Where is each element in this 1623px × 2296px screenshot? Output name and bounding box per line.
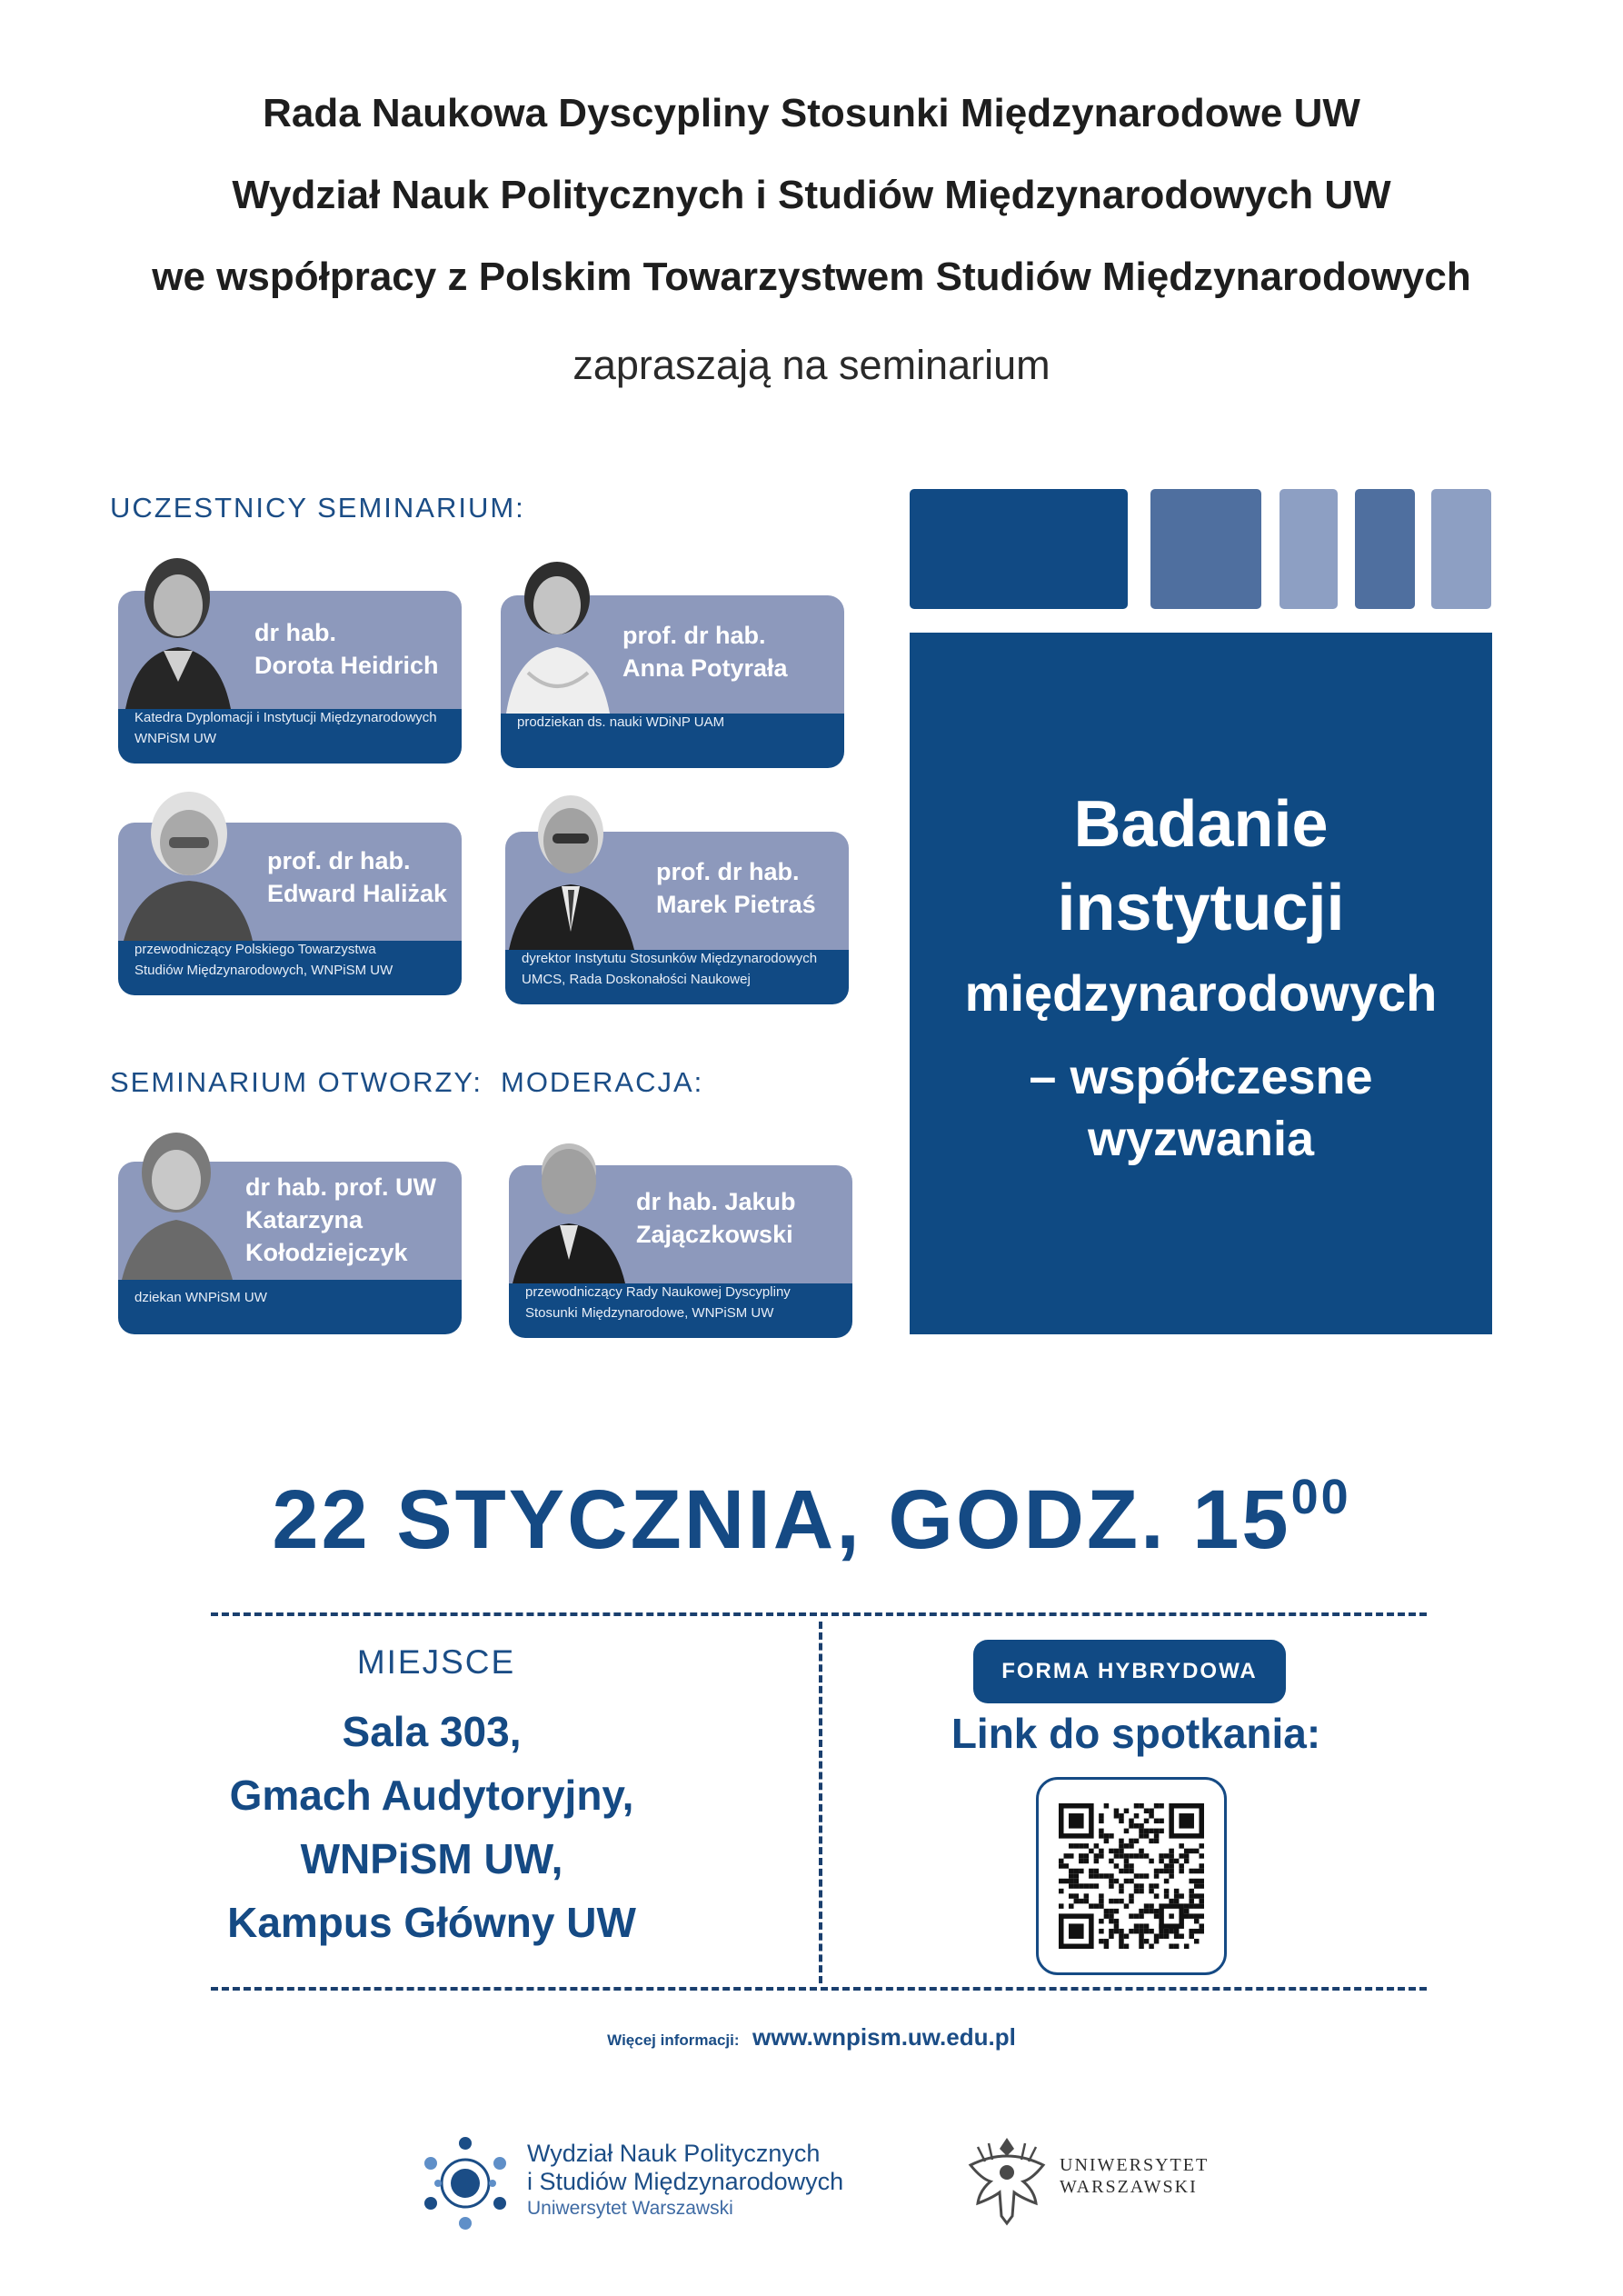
- participants-label: UCZESTNICY SEMINARIUM:: [110, 492, 525, 524]
- wnpism-name-line1: Wydział Nauk Politycznych: [527, 2140, 821, 2167]
- decorative-block: [910, 489, 1128, 609]
- participant-title: dr hab.: [254, 619, 337, 646]
- participant-card-halizak: [118, 823, 462, 995]
- website-link[interactable]: www.wnpism.uw.edu.pl: [752, 2023, 1016, 2051]
- participant-title: prof. dr hab.: [656, 858, 800, 885]
- event-date-main: 22 STYCZNIA, GODZ. 15: [272, 1473, 1291, 1566]
- place-line-1: Sala 303,: [342, 1708, 522, 1755]
- header-line-3: we współpracy z Polskim Towarzystwem Studiów Międzynarodowych: [152, 255, 1471, 299]
- seminar-title-box: [910, 633, 1492, 1334]
- participant-card-pietras: [505, 832, 849, 1004]
- dashed-divider-vertical: [819, 1622, 822, 1983]
- meeting-link-label: Link do spotkania:: [951, 1710, 1321, 1757]
- opening-label: SEMINARIUM OTWORZY:: [110, 1066, 483, 1098]
- more-info-line: [0, 2023, 1623, 2051]
- participant-affiliation: przewodniczący Polskiego Towarzystwa: [134, 942, 376, 957]
- opening-card-kolodziejczyk: [118, 1162, 462, 1334]
- seminar-title-line4: – współczesne: [1029, 1050, 1373, 1104]
- participant-card-heidrich: [118, 591, 462, 764]
- meeting-qr-code[interactable]: [1036, 1777, 1227, 1975]
- uw-name-line2: WARSZAWSKI: [1060, 2177, 1198, 2197]
- dashed-divider-bottom: [211, 1987, 1427, 1991]
- moderator-affiliation: przewodniczący Rady Naukowej Dyscypliny: [525, 1284, 791, 1300]
- event-date: [0, 1472, 1623, 1568]
- place-line-2: Gmach Audytoryjny,: [229, 1772, 634, 1819]
- participant-affiliation: prodziekan ds. nauki WDiNP UAM: [517, 714, 725, 730]
- participant-name: Anna Potyrała: [622, 654, 788, 682]
- seminar-title-line2: instytucji: [1057, 872, 1345, 944]
- qr-code-icon: [1059, 1803, 1204, 1949]
- place-line-3: WNPiSM UW,: [300, 1835, 563, 1882]
- opening-last-name: Kołodziejczyk: [245, 1239, 408, 1266]
- seminar-title-line1: Badanie: [1073, 788, 1329, 861]
- portrait-photo: [118, 1120, 236, 1280]
- participant-affiliation: WNPiSM UW: [134, 731, 216, 746]
- dashed-divider-top: [211, 1612, 1427, 1616]
- wnpism-name-line2: i Studiów Międzynarodowych: [527, 2168, 844, 2195]
- participant-affiliation: UMCS, Rada Doskonałości Naukowej: [522, 972, 751, 987]
- decorative-block: [1355, 489, 1415, 609]
- uw-eagle-emblem-icon: [961, 2129, 1052, 2229]
- place-line-4: Kampus Główny UW: [227, 1899, 636, 1946]
- opening-title: dr hab. prof. UW: [245, 1173, 436, 1201]
- portrait-photo: [501, 545, 614, 714]
- portrait-photo: [118, 545, 236, 709]
- portrait-photo: [505, 777, 637, 950]
- header-line-2: Wydział Nauk Politycznych i Studiów Międzynarodowych UW: [232, 173, 1391, 217]
- moderator-card-zajaczkowski: [509, 1165, 852, 1338]
- opening-affiliation: dziekan WNPiSM UW: [134, 1290, 267, 1305]
- moderation-label: MODERACJA:: [501, 1066, 704, 1098]
- portrait-photo: [118, 777, 254, 941]
- moderator-name-line1: dr hab. Jakub: [636, 1188, 796, 1215]
- opening-first-name: Katarzyna: [245, 1206, 363, 1233]
- participant-title: prof. dr hab.: [267, 847, 411, 874]
- invite-line: zapraszają na seminarium: [573, 342, 1050, 388]
- header-line-1: Rada Naukowa Dyscypliny Stosunki Międzynarodowe UW: [263, 91, 1360, 135]
- participant-card-potyrala: [501, 595, 844, 768]
- participant-affiliation: Katedra Dyplomacji i Instytucji Międzynarodowych: [134, 710, 437, 725]
- participant-affiliation: dyrektor Instytutu Stosunków Międzynarodowych: [522, 951, 818, 966]
- portrait-photo: [509, 1123, 627, 1283]
- participant-name: Edward Haliżak: [267, 880, 448, 907]
- participant-affiliation: Studiów Międzynarodowych, WNPiSM UW: [134, 963, 393, 978]
- decorative-block: [1431, 489, 1491, 609]
- more-info-label: Więcej informacji:: [607, 2031, 740, 2049]
- decorative-block: [1279, 489, 1338, 609]
- decorative-block: [1150, 489, 1261, 609]
- uw-name-line1: UNIWERSYTET: [1060, 2155, 1210, 2175]
- event-time-minutes: 00: [1290, 1470, 1351, 1524]
- seminar-title-line3: międzynarodowych: [964, 964, 1438, 1022]
- seminar-title-line5: wyzwania: [1087, 1112, 1315, 1166]
- moderator-affiliation: Stosunki Międzynarodowe, WNPiSM UW: [525, 1305, 774, 1321]
- place-label: MIEJSCE: [356, 1643, 516, 1681]
- wnpism-logo-icon: [418, 2136, 513, 2231]
- participant-name: Dorota Heidrich: [254, 652, 439, 679]
- participant-title: prof. dr hab.: [622, 622, 766, 649]
- hybrid-format-badge: FORMA HYBRYDOWA: [973, 1640, 1286, 1703]
- wnpism-university-line: Uniwersytet Warszawski: [527, 2198, 733, 2219]
- participant-name: Marek Pietraś: [656, 891, 816, 918]
- moderator-name-line2: Zajączkowski: [636, 1221, 793, 1248]
